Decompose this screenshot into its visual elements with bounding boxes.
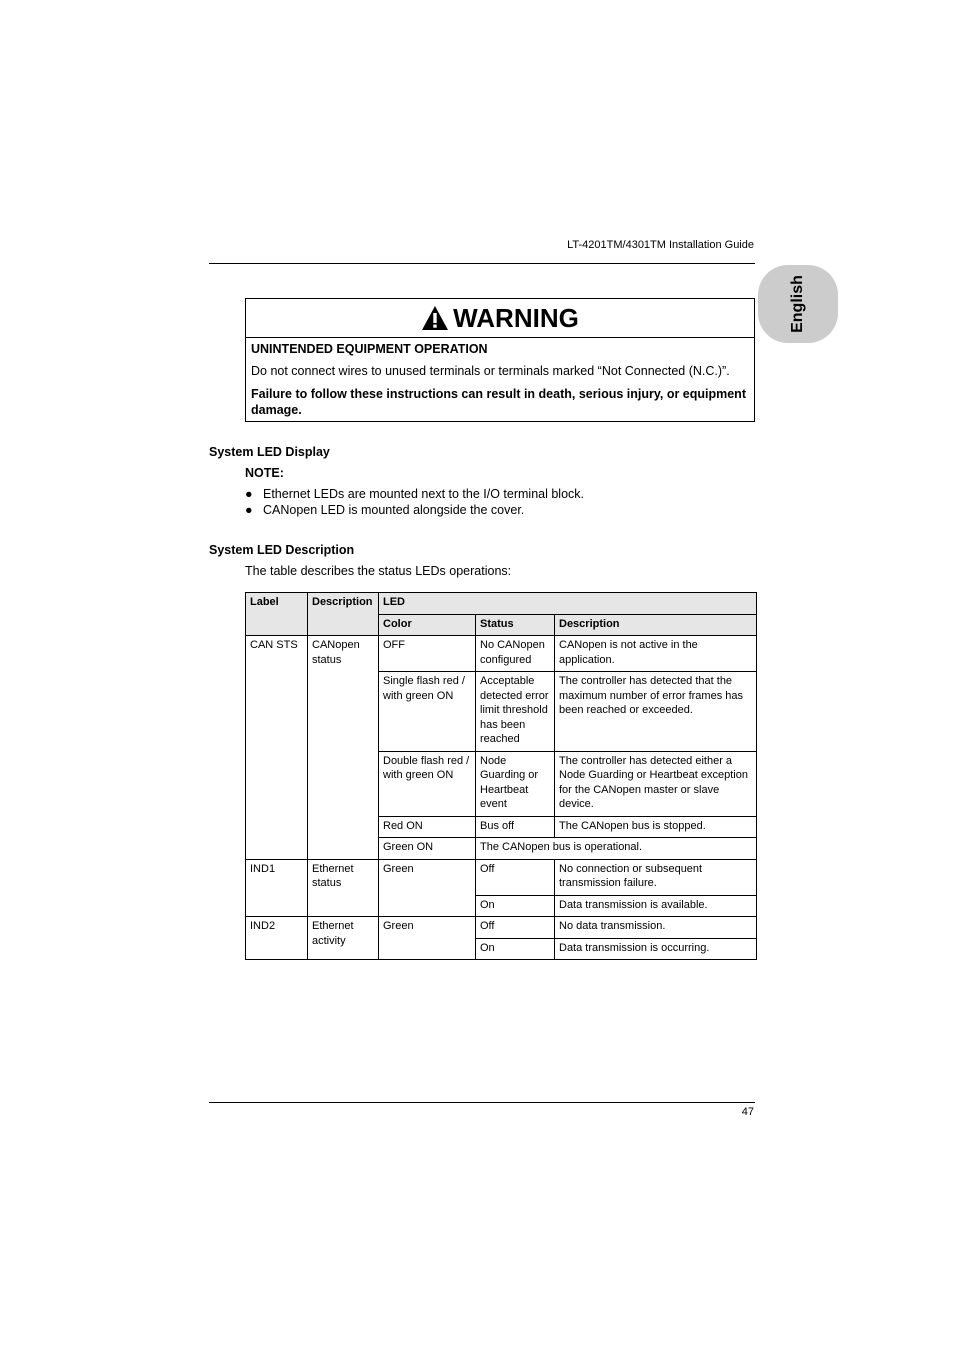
cell-color: Single flash red / with green ON [379,672,476,752]
cell-status: Off [476,859,555,895]
cell-status: Acceptable detected error limit threshold has been reached [476,672,555,752]
col-header-color: Color [379,614,476,636]
col-header-label: Label [246,593,308,636]
warning-consequence-line2: damage. [251,403,302,417]
warning-title-bar [246,299,754,338]
note-label: NOTE: [245,466,284,480]
cell-label: IND1 [246,859,308,917]
cell-color: Green [379,859,476,917]
cell-led-description: Data transmission is available. [555,895,757,917]
cell-description: CANopen status [308,636,379,860]
col-header-status: Status [476,614,555,636]
cell-status: On [476,938,555,960]
warning-triangle-icon [421,305,449,331]
cell-color: Green ON [379,838,476,860]
language-tab [758,265,838,343]
cell-description: Ethernet activity [308,917,379,960]
warning-message: Do not connect wires to unused terminals or terminals marked “Not Connected (N.C.)”. [251,364,730,378]
list-item [245,487,584,501]
table-header-row [246,593,757,615]
cell-led-description: No data transmission. [555,917,757,939]
cell-color: Red ON [379,816,476,838]
section-heading-description: System LED Description [209,543,355,557]
led-table [245,592,757,960]
page-number: 47 [741,1106,754,1118]
cell-led-description: Data transmission is occurring. [555,938,757,960]
running-header: LT-4201TM/4301TM Installation Guide [567,239,754,251]
list-item [245,503,524,517]
cell-led-description: The CANopen bus is stopped. [555,816,757,838]
cell-label: CAN STS [246,636,308,860]
cell-label: IND2 [246,917,308,960]
cell-led-description: CANopen is not active in the application. [555,636,757,672]
table-row [246,917,757,939]
bullet-icon: ● [245,487,253,501]
footer-rule [209,1102,755,1103]
col-header-led: LED [379,593,757,615]
language-tab-label: English [789,275,806,333]
warning-subtitle: UNINTENDED EQUIPMENT OPERATION [251,342,488,356]
bullet-icon: ● [245,503,253,517]
cell-led-description: The controller has detected that the maximum number of error frames has been reached or exceeded. [555,672,757,752]
table-intro: The table describes the status LEDs operations: [245,564,512,578]
table-row [246,859,757,895]
cell-color: Double flash red / with green ON [379,751,476,816]
list-item-text: Ethernet LEDs are mounted next to the I/O terminal block. [263,487,584,501]
cell-merged-status: The CANopen bus is operational. [476,838,757,860]
col-header-led-description: Description [555,614,757,636]
table-row [246,636,757,672]
warning-consequence-line1: Failure to follow these instructions can result in death, serious injury, or equipment [251,387,746,401]
warning-box [245,298,755,422]
cell-status: No CANopen configured [476,636,555,672]
cell-status: On [476,895,555,917]
header-rule [209,263,755,264]
col-header-description: Description [308,593,379,636]
cell-led-description: The controller has detected either a Node Guarding or Heartbeat exception for the CANopen master or slave device. [555,751,757,816]
cell-color: OFF [379,636,476,672]
cell-description: Ethernet status [308,859,379,917]
cell-status: Off [476,917,555,939]
cell-status: Bus off [476,816,555,838]
cell-status: Node Guarding or Heartbeat event [476,751,555,816]
warning-title: WARNING [453,302,579,333]
cell-color: Green [379,917,476,960]
list-item-text: CANopen LED is mounted alongside the cover. [263,503,525,517]
section-heading-display: System LED Display [209,445,330,459]
cell-led-description: No connection or subsequent transmission failure. [555,859,757,895]
